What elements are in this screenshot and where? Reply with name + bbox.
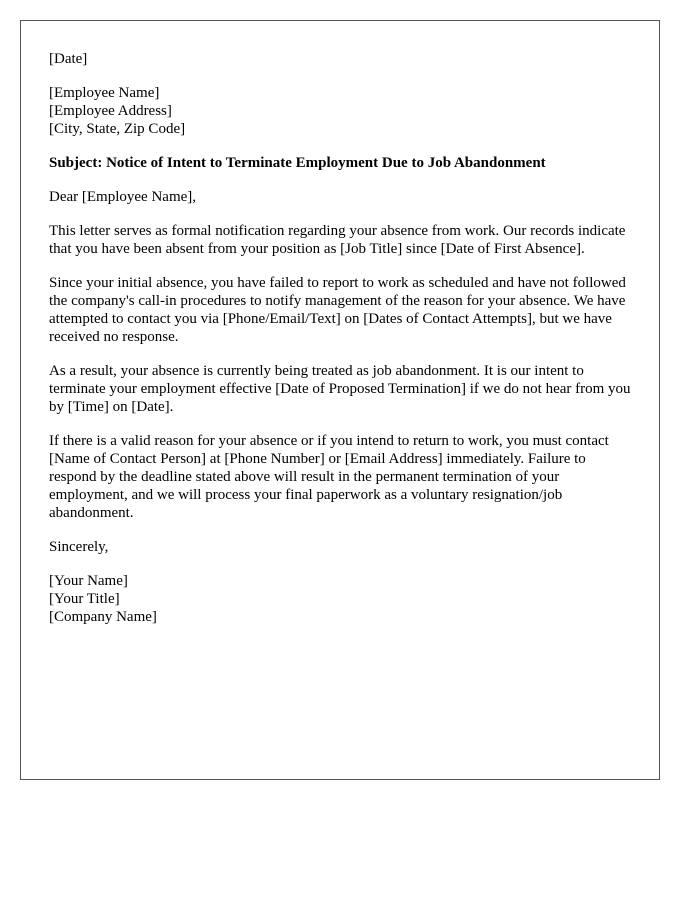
date-text: [Date] [49, 51, 88, 67]
salutation: Dear [Employee Name], [49, 189, 197, 205]
letter-page [20, 20, 660, 780]
recipient-name: [Employee Name] [49, 85, 160, 101]
subject-line: Subject: Notice of Intent to Terminate Employment Due to Job Abandonment [49, 155, 546, 171]
signature-title: [Your Title] [49, 591, 120, 607]
body-paragraph-2: Since your initial absence, you have failed to report to work as scheduled and have not followed the company's call-in procedures to notify management of the reason for your absence. We have attempted to contact you via [Phone/Email/Text] on [Dates of Contact Attempts], but we have received no response. [49, 275, 626, 345]
recipient-address: [Employee Address] [49, 103, 172, 119]
recipient-city-state-zip: [City, State, Zip Code] [49, 121, 186, 137]
signature-company: [Company Name] [49, 609, 157, 625]
body-paragraph-1: This letter serves as formal notification regarding your absence from work. Our records indicate that you have been absent from your position as [Job Title] since [Date of First Absence]. [49, 223, 626, 257]
signature-name: [Your Name] [49, 573, 128, 589]
signature-block [49, 572, 631, 626]
body-paragraph-4: If there is a valid reason for your absence or if you intend to return to work, you must contact [Name of Contact Person] at [Phone Number] or [Email Address] immediately. Failure to respond by the deadline stated above will result in the permanent termination of your employment, and we will process your final paperwork as a voluntary resignation/job abandonment. [49, 433, 609, 521]
closing: Sincerely, [49, 539, 109, 555]
recipient-block [49, 84, 631, 138]
letter-date [49, 50, 631, 68]
body-paragraph-3: As a result, your absence is currently being treated as job abandonment. It is our intent to terminate your employment effective [Date of Proposed Termination] if we do not hear from you by [Time] on [Date]. [49, 363, 631, 415]
